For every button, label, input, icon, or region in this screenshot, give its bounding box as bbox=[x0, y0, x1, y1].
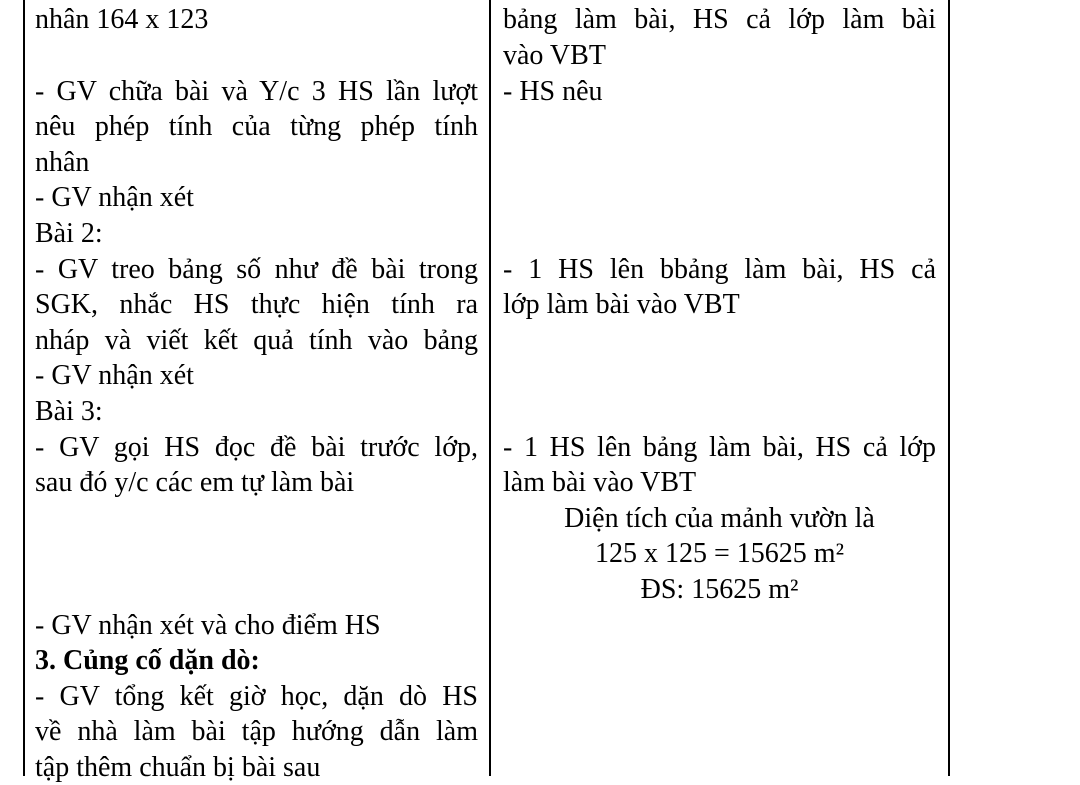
section-heading: 3. Củng cố dặn dò: bbox=[35, 645, 260, 677]
text-line bbox=[35, 536, 478, 572]
text-line bbox=[503, 323, 936, 359]
answer-line: ĐS: 15625 m² bbox=[640, 573, 799, 605]
text-line: làm bài vào VBT bbox=[503, 467, 697, 499]
text-line: - GV nhận xét bbox=[35, 360, 194, 392]
solution-line: Diện tích của mảnh vườn là bbox=[564, 502, 875, 534]
text-line: - GV chữa bài và Y/c 3 HS lần lượt bbox=[35, 75, 478, 107]
exercise-heading: Bài 3: bbox=[35, 395, 103, 427]
text-line bbox=[503, 216, 936, 252]
text-line: vào VBT bbox=[503, 39, 606, 71]
text-line: - GV gọi HS đọc đề bài trước lớp, bbox=[35, 431, 478, 463]
student-activity-cell bbox=[503, 2, 936, 608]
text-line bbox=[35, 501, 478, 537]
notes-cell bbox=[950, 0, 1080, 776]
table-border-left bbox=[23, 0, 25, 776]
table-border-divider-1 bbox=[489, 0, 491, 776]
text-line: - GV tổng kết giờ học, dặn dò HS bbox=[35, 680, 478, 712]
text-line: lớp làm bài vào VBT bbox=[503, 289, 740, 321]
text-line: sau đó y/c các em tự làm bài bbox=[35, 467, 355, 499]
text-line: bảng làm bài, HS cả lớp làm bài bbox=[503, 4, 936, 35]
text-line: - GV nhận xét bbox=[35, 182, 194, 214]
text-line bbox=[35, 572, 478, 608]
text-line: - GV treo bảng số như đề bài trong bbox=[35, 253, 478, 285]
text-line bbox=[503, 394, 936, 430]
text-line bbox=[35, 38, 478, 74]
text-line bbox=[503, 145, 936, 181]
text-line: - 1 HS lên bảng làm bài, HS cả lớp bbox=[503, 431, 936, 463]
teacher-activity-cell bbox=[35, 2, 478, 785]
text-line: nêu phép tính của từng phép tính bbox=[35, 111, 478, 143]
text-line: SGK, nhắc HS thực hiện tính ra bbox=[35, 289, 478, 321]
text-line: - HS nêu bbox=[503, 75, 603, 107]
text-line bbox=[503, 358, 936, 394]
text-line bbox=[503, 109, 936, 145]
text-line: nhân 164 x 123 bbox=[35, 4, 209, 35]
text-line: tập thêm chuẩn bị bài sau bbox=[35, 751, 321, 783]
text-line: nhân bbox=[35, 146, 90, 178]
text-line: - GV nhận xét và cho điểm HS bbox=[35, 609, 381, 641]
text-line: về nhà làm bài tập hướng dẫn làm bbox=[35, 716, 478, 748]
text-line: nháp và viết kết quả tính vào bảng bbox=[35, 324, 478, 356]
text-line bbox=[503, 180, 936, 216]
solution-line: 125 x 125 = 15625 m² bbox=[595, 538, 844, 570]
exercise-heading: Bài 2: bbox=[35, 217, 103, 249]
text-line: - 1 HS lên bbảng làm bài, HS cả bbox=[503, 253, 936, 285]
